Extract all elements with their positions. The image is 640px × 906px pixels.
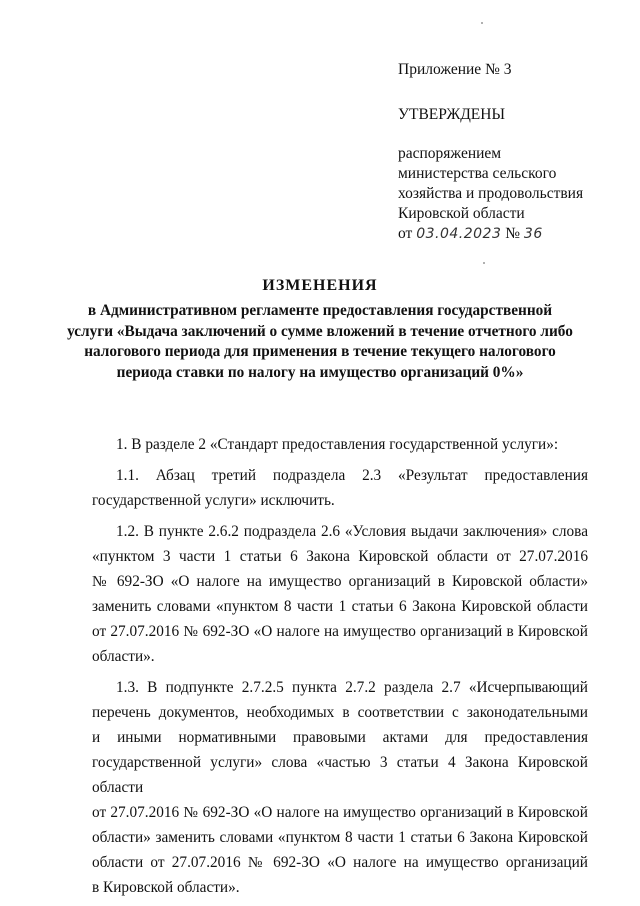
paragraph-line: в Кировской области».	[92, 879, 240, 896]
paragraph-1-2	[92, 519, 588, 669]
paragraph-line: государственной услуги» исключить.	[92, 492, 335, 509]
document-heading	[60, 276, 580, 383]
order-line: Кировской области	[398, 205, 525, 222]
document-title: ИЗМЕНЕНИЯ	[262, 277, 378, 294]
subtitle-line: периода ставки по налогу на имущество организаций 0%»	[116, 363, 524, 381]
document-subtitle	[60, 301, 580, 383]
paragraph-line: заменить словами «пунктом 8 части 1 статьи 6 Закона Кировской области	[92, 598, 588, 615]
subtitle-line: налогового периода для применения в течение текущего налогового	[84, 343, 556, 360]
paragraph-1-1	[92, 463, 588, 513]
paragraph-line: 1.2. В пункте 2.6.2 подраздела 2.6 «Условия выдачи заключения» слова	[116, 523, 588, 540]
number-sign: №	[505, 225, 521, 242]
paragraph-line: «пунктом 3 части 1 статьи 6 Закона Кировской области от 27.07.2016	[92, 548, 588, 565]
paragraph-line: 1.1. Абзац третий подраздела 2.3 «Результат предоставления	[116, 467, 588, 484]
order-date-number	[398, 224, 583, 244]
paragraph-line: государственной услуги» слова «частью 3 статьи 4 Закона Кировской области	[92, 754, 588, 796]
appendix-number: Приложение № 3	[398, 61, 512, 78]
order-line: хозяйства и продовольствия	[398, 185, 584, 202]
paragraph-line: и иными нормативными правовыми актами для предоставления	[92, 729, 588, 746]
paragraph-line: области» заменить словами «пунктом 8 части 1 статьи 6 Закона Кировской	[92, 829, 588, 846]
scan-speck	[483, 262, 485, 264]
scan-speck	[481, 22, 483, 24]
paragraph-line: от 27.07.2016 № 692-ЗО «О налоге на имущество организаций в Кировской	[92, 623, 588, 640]
handwritten-date: 03.04.2023	[416, 226, 502, 242]
paragraph-line: перечень документов, необходимых в соответствии с законодательными	[92, 704, 588, 721]
paragraph-1	[92, 432, 588, 457]
document-body	[92, 432, 588, 906]
order-line: министерства сельского	[398, 165, 557, 182]
paragraph-line: области».	[92, 648, 155, 665]
paragraph-line: 1. В разделе 2 «Стандарт предоставления государственной услуги»:	[116, 436, 559, 453]
handwritten-number: 36	[523, 226, 543, 242]
order-line: распоряжением	[398, 145, 502, 162]
paragraph-line: области от 27.07.2016 № 692-ЗО «О налоге на имущество организаций	[92, 854, 588, 871]
paragraph-1-3	[92, 675, 588, 900]
subtitle-line: услуги «Выдача заключений о сумме вложений в течение отчетного либо	[67, 322, 573, 340]
order-reference	[398, 144, 583, 244]
approved-heading: УТВЕРЖДЕНЫ	[398, 106, 505, 123]
paragraph-line: от 27.07.2016 № 692-ЗО «О налоге на имущество организаций в Кировской	[92, 804, 588, 821]
date-prefix: от	[398, 225, 413, 242]
subtitle-line: в Административном регламенте предоставления государственной	[87, 302, 553, 319]
paragraph-line: 1.3. В подпункте 2.7.2.5 пункта 2.7.2 раздела 2.7 «Исчерпывающий	[116, 679, 588, 696]
paragraph-line: № 692-ЗО «О налоге на имущество организаций в Кировской области»	[92, 573, 588, 590]
